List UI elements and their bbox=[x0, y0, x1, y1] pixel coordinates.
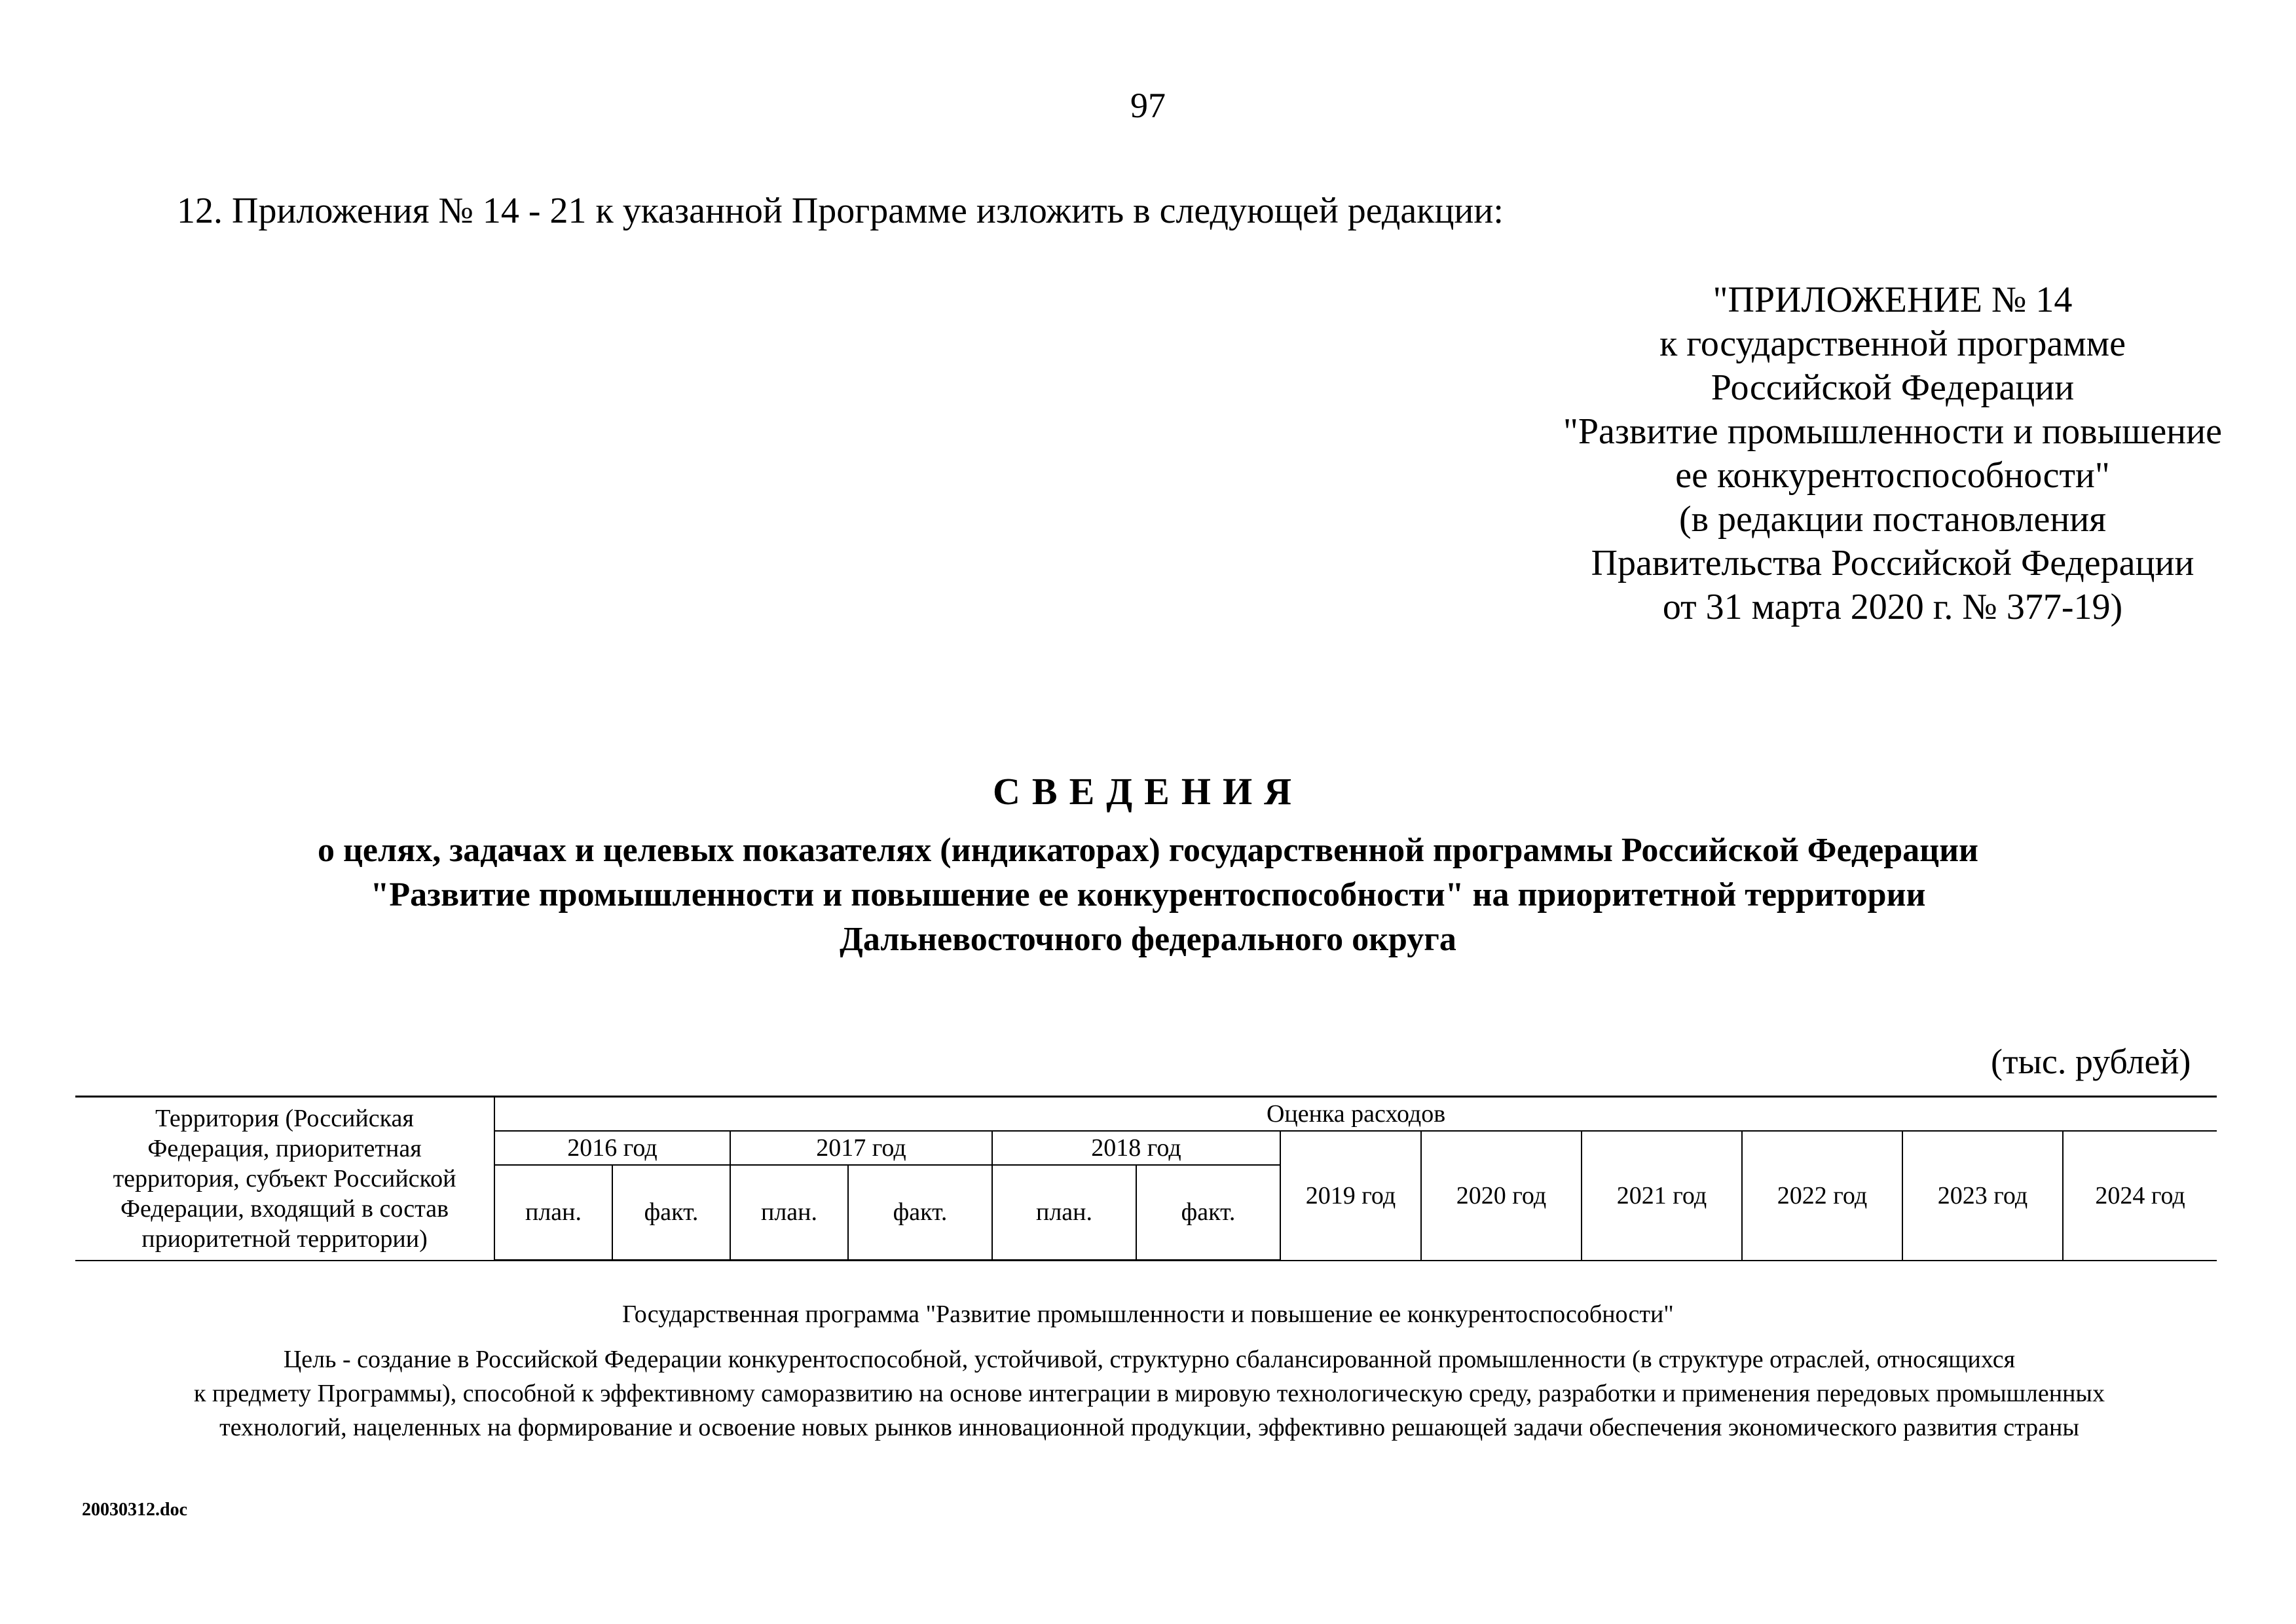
page-number: 97 bbox=[1130, 86, 1166, 125]
approval-line: Правительства Российской Федерации bbox=[1591, 543, 2194, 583]
territory-header-cell bbox=[75, 1097, 494, 1261]
territory-header-line: Территория (Российская bbox=[155, 1104, 414, 1132]
year-2018-header: 2018 год bbox=[992, 1131, 1280, 1165]
goal-line: технологий, нацеленных на формирование и освоение новых рынков инновационной продукции, эффективно решающей задачи обеспечения экономического развития страны bbox=[219, 1414, 2079, 1441]
document-subtitle bbox=[0, 828, 2296, 962]
document-title: СВЕДЕНИЯ bbox=[993, 770, 1303, 813]
goal-line: к предмету Программы), способной к эффективному саморазвитию на основе интеграции в мировую технологическую среду, разработки и применения передовых промышленных bbox=[194, 1380, 2105, 1407]
subtitle-line: о целях, задачах и целевых показателях (индикаторах) государственной программы Российской Федерации bbox=[317, 832, 1979, 869]
year-2022-header: 2022 год bbox=[1742, 1131, 1902, 1261]
approval-block bbox=[1500, 278, 2286, 629]
year-2024-header: 2024 год bbox=[2063, 1131, 2217, 1261]
subtitle-line: Дальневосточного федерального округа bbox=[840, 921, 1456, 958]
approval-line: (в редакции постановления bbox=[1678, 499, 2107, 540]
fact-header: факт. bbox=[848, 1165, 992, 1261]
year-2023-header: 2023 год bbox=[1902, 1131, 2063, 1261]
approval-line: "Развитие промышленности и повышение bbox=[1563, 411, 2222, 452]
territory-header-line: Федерация, приоритетная bbox=[147, 1134, 422, 1162]
approval-line: от 31 марта 2020 г. № 377-19) bbox=[1662, 587, 2123, 627]
year-2019-header: 2019 год bbox=[1280, 1131, 1421, 1261]
expenses-table bbox=[75, 1096, 2217, 1261]
subtitle-line: "Развитие промышленности и повышение ее конкурентоспособности" на приоритетной территории bbox=[370, 876, 1926, 913]
units-label: (тыс. рублей) bbox=[1991, 1042, 2191, 1081]
plan-header: план. bbox=[992, 1165, 1136, 1261]
year-2020-header: 2020 год bbox=[1421, 1131, 1582, 1261]
territory-header-line: Федерации, входящий в состав bbox=[120, 1194, 449, 1223]
intro-paragraph: 12. Приложения № 14 - 21 к указанной Программе изложить в следующей редакции: bbox=[177, 191, 1504, 231]
plan-header: план. bbox=[494, 1165, 612, 1261]
territory-header-line: приоритетной территории) bbox=[141, 1225, 428, 1253]
file-name-footer: 20030312.doc bbox=[82, 1500, 187, 1520]
fact-header: факт. bbox=[1136, 1165, 1280, 1261]
program-line: Государственная программа "Развитие промышленности и повышение ее конкурентоспособности" bbox=[622, 1301, 1674, 1328]
goal-paragraph bbox=[85, 1342, 2213, 1445]
expenses-header-cell: Оценка расходов bbox=[494, 1097, 2217, 1131]
approval-line: к государственной программе bbox=[1659, 323, 2126, 364]
plan-header: план. bbox=[730, 1165, 848, 1261]
approval-line: Российской Федерации bbox=[1711, 367, 2075, 408]
approval-line: "ПРИЛОЖЕНИЕ № 14 bbox=[1713, 280, 2073, 320]
goal-line: Цель - создание в Российской Федерации конкурентоспособной, устойчивой, структурно сбалансированной промышленности (в структуре отраслей, относящихся bbox=[283, 1346, 2016, 1373]
year-2016-header: 2016 год bbox=[494, 1131, 730, 1165]
fact-header: факт. bbox=[612, 1165, 730, 1261]
approval-line: ее конкурентоспособности" bbox=[1675, 455, 2110, 496]
year-2017-header: 2017 год bbox=[730, 1131, 992, 1165]
year-2021-header: 2021 год bbox=[1582, 1131, 1742, 1261]
territory-header-line: территория, субъект Российской bbox=[113, 1164, 456, 1192]
